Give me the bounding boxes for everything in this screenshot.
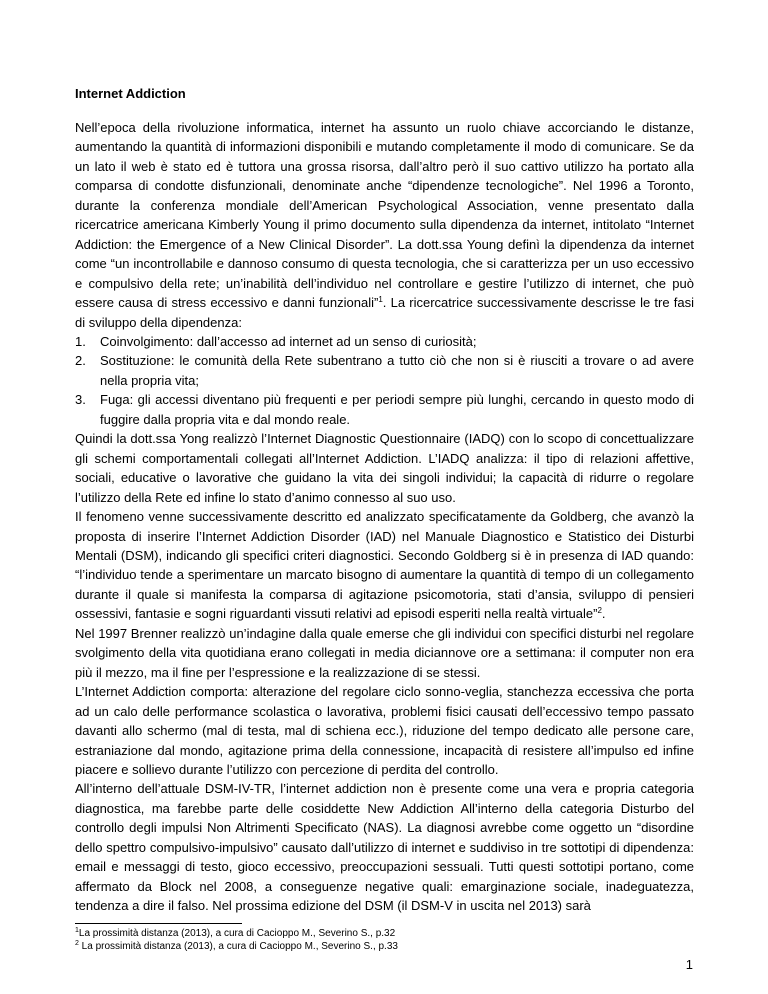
list-item-text: Coinvolgimento: dall’accesso ad internet ad un senso di curiosità; bbox=[100, 333, 477, 349]
paragraph-goldberg bbox=[75, 507, 694, 624]
footnote-2 bbox=[75, 940, 694, 953]
footnote-ref-1[interactable]: 1 bbox=[378, 295, 383, 305]
list-item-number: 2. bbox=[75, 353, 86, 369]
paragraph-goldberg-text-end: . bbox=[601, 606, 606, 622]
footnote-ref-2[interactable]: 2 bbox=[597, 606, 602, 616]
list-item-text: Fuga: gli accessi diventano più frequenti e per periodi sempre più lunghi, cercando in questo modo di fuggire dalla propria vita e dal mondo reale. bbox=[100, 392, 694, 427]
paragraph-intro-text: Nell’epoca della rivoluzione informatica, internet ha assunto un ruolo chiave accorciando le distanze, aumentando la quantità di informazioni disponibili e mutando completamente il modo di comunicare. Se da un lato il web è stato ed è tuttora una grossa risorsa, dall’altro però il suo cattivo utilizzo ha portato alla comparsa di condotte disfunzionali, denominate anche “dipendenze tecnologiche”. Nel 1996 a Toronto, durante la conferenza mondiale dell’American Psychological Association, venne presentato dalla ricercatrice americana Kimberly Young il primo documento sulla dipendenza da internet, intitolato “Internet Addiction: the Emergence of a New Clinical Disorder”. La dott.ssa Young definì la dipendenza da internet come “un incontrollabile e dannoso consumo di questa tecnologia, che si caratterizza per un uso eccessivo e compulsivo della rete; un’inabilità dell’individuo nel controllare e gestire l’utilizzo di internet, che può essere causa di stress eccessivo e danni funzionali” bbox=[75, 120, 694, 311]
footnote-marker: 2 bbox=[75, 940, 79, 947]
list-item-text: Sostituzione: le comunità della Rete subentrano a tutto ciò che non si è riusciti a trovare o ad avere nella propria vita; bbox=[100, 353, 694, 388]
paragraph-intro bbox=[75, 118, 694, 332]
list-item bbox=[75, 351, 694, 390]
footnote-text: La prossimità distanza (2013), a cura di Cacioppo M., Severino S., p.33 bbox=[78, 941, 398, 952]
footnote-marker: 1 bbox=[75, 927, 79, 934]
list-item bbox=[75, 332, 694, 351]
paragraph-iadq: Quindi la dott.ssa Yong realizzò l’Internet Diagnostic Questionnaire (IADQ) con lo scopo di concettualizzare gli schemi comportamentali collegati all’Internet Addiction. L’IADQ analizza: il tipo di relazioni affettive, sociali, educative o lavorative che guidano la vita dei singoli individui; la capacità di ridurre o regolare l’utilizzo della Rete ed infine lo stato d’animo connesso al suo uso. bbox=[75, 431, 694, 505]
list-item-number: 1. bbox=[75, 333, 86, 349]
page-number: 1 bbox=[685, 957, 693, 972]
paragraph-intro-text-end: . La ricercatrice successivamente descrisse le tre fasi di sviluppo della dipendenza: bbox=[75, 295, 695, 330]
paragraph-effects: L’Internet Addiction comporta: alterazione del regolare ciclo sonno-veglia, stanchezza eccessiva che porta ad un calo delle performance scolastica o lavorativa, problemi fisici causati dell’eccessivo tempo passato davanti allo schermo (mal di testa, mal di schiena ecc.), riduzione del tempo dedicato alle persone care, estraniazione dal mondo, agitazione prima della connessione, incapacità di resistere all’impulso ed infine piacere e sollievo durante l’utilizzo con percezione di perdita del controllo. bbox=[75, 684, 694, 777]
paragraph-brenner: Nel 1997 Brenner realizzò un’indagine dalla quale emerse che gli individui con specifici disturbi nel regolare svolgimento della vita quotidiana erano collegati in media diciannove ore a settimana: il computer non era più il mezzo, ma il fine per l’espressione e la realizzazione di se stessi. bbox=[75, 625, 694, 680]
document-title: Internet Addiction bbox=[75, 86, 186, 101]
footnotes bbox=[75, 923, 694, 953]
paragraph-goldberg-text: Il fenomeno venne successivamente descritto ed analizzato specificatamente da Goldberg, che avanzò la proposta di inserire l’Internet Addiction Disorder (IAD) nel Manuale Diagnostico e Statistico dei Disturbi Mentali (DSM), indicando gli specifici criteri diagnostici. Secondo Goldberg si è in presenza di IAD quando: “l’individuo tende a sperimentare un marcato bisogno di aumentare la quantità di tempo di un collegamento durante il quale si manifesta la comparsa di agitazione psicomotoria, stati d’ansia, sviluppo di pensieri ossessivi, fantasie e sogni riguardanti vissuti relativi ad episodi esperiti nella realtà virtuale” bbox=[75, 509, 694, 622]
paragraph-dsm: All’interno dell’attuale DSM-IV-TR, l’internet addiction non è presente come una vera e propria categoria diagnostica, ma farebbe parte delle cosiddette New Addiction All’interno della categoria Disturbo del controllo degli impulsi Non Altrimenti Specificato (NAS). La diagnosi avrebbe come oggetto un “disordine dello spettro compulsivo-impulsivo” causato dall’utilizzo di internet e suddiviso in tre sottotipi di dipendenza: email e messaggi di testo, gioco eccessivo, preoccupazioni sessuali. Tutti questi sottotipi portano, come affermato da Block nel 2008, a conseguenze negative quali: emarginazione sociale, inadeguatezza, tendenza a dire il falso. Nel prossima edizione del DSM (il DSM-V in uscita nel 2013) sarà bbox=[75, 781, 694, 914]
list-item-number: 3. bbox=[75, 392, 86, 408]
list-item bbox=[75, 390, 694, 429]
phases-list bbox=[75, 332, 694, 429]
footnote-text: La prossimità distanza (2013), a cura di Cacioppo M., Severino S., p.32 bbox=[78, 928, 396, 939]
footnote-divider bbox=[75, 923, 242, 924]
footnote-1 bbox=[75, 927, 694, 940]
body-text bbox=[75, 118, 694, 916]
